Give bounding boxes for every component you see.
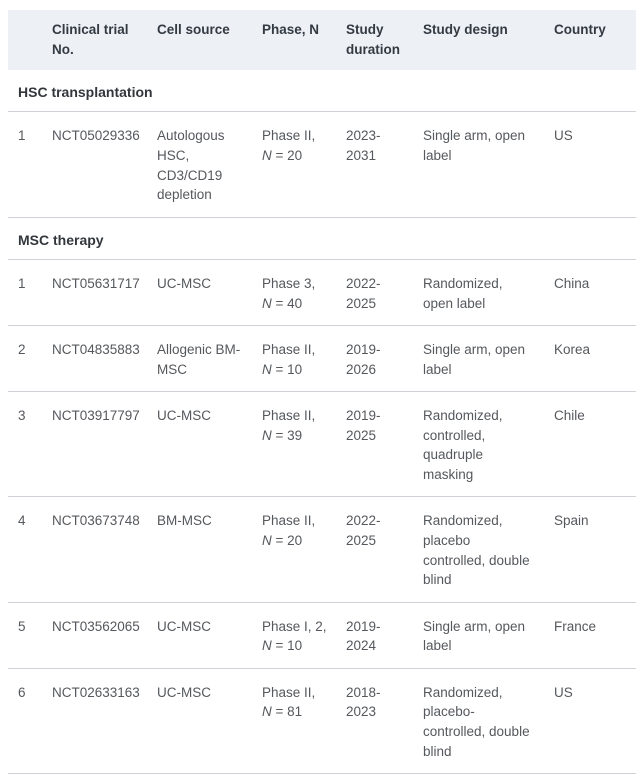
- row-number: 1: [8, 259, 52, 325]
- table-row: [8, 497, 636, 602]
- phase-n-cell: [262, 497, 346, 602]
- country-cell: US: [554, 668, 636, 773]
- header-study-design: Study design: [423, 10, 554, 70]
- design-cell: Single arm, open label: [423, 326, 554, 392]
- row-number: 6: [8, 668, 52, 773]
- header-row: [8, 10, 636, 70]
- design-cell: Single arm, open label: [423, 602, 554, 668]
- country-cell: France: [554, 602, 636, 668]
- trial-number-cell: NCT03673748: [52, 497, 157, 602]
- n-text: N = 10: [262, 638, 303, 654]
- table-row: [8, 392, 636, 497]
- header-clinical-trial-no: Clinical trial No.: [52, 10, 157, 70]
- design-cell: Single arm, open label: [423, 112, 554, 217]
- design-cell: Randomized, controlled, quadruple masking: [423, 392, 554, 497]
- phase-text: Phase I, 2,: [262, 618, 327, 634]
- section-header-hsc: [8, 70, 636, 112]
- row-number: 4: [8, 497, 52, 602]
- n-text: N = 40: [262, 295, 303, 311]
- design-cell: Randomized, placebo controlled, double blind: [423, 497, 554, 602]
- country-cell: Spain: [554, 497, 636, 602]
- table-header: [8, 10, 636, 70]
- cell-source-cell: UC-MSC: [157, 668, 262, 773]
- trial-number-cell: NCT05631717: [52, 259, 157, 325]
- n-text: N = 20: [262, 533, 303, 549]
- trial-number-cell: NCT03917797: [52, 392, 157, 497]
- header-study-duration: Study duration: [346, 10, 423, 70]
- phase-text: Phase II,: [262, 408, 316, 424]
- phase-text: Phase 3,: [262, 275, 316, 291]
- table-row: [8, 112, 636, 217]
- header-cell-source: Cell source: [157, 10, 262, 70]
- row-number: 1: [8, 112, 52, 217]
- duration-cell: 2022-2025: [346, 497, 423, 602]
- country-cell: Korea: [554, 326, 636, 392]
- duration-cell: 2019-2024: [346, 602, 423, 668]
- section-title: MSC therapy: [8, 217, 636, 259]
- duration-cell: 2022-2025: [346, 259, 423, 325]
- duration-cell: 2019-2025: [346, 392, 423, 497]
- phase-text: Phase II,: [262, 128, 316, 144]
- country-cell: Chile: [554, 392, 636, 497]
- phase-n-cell: [262, 259, 346, 325]
- trial-number-cell: NCT05029336: [52, 112, 157, 217]
- phase-text: Phase II,: [262, 513, 316, 529]
- cell-source-cell: UC-MSC: [157, 392, 262, 497]
- table-row: [8, 602, 636, 668]
- phase-n-cell: [262, 326, 346, 392]
- design-cell: Randomized, open label: [423, 259, 554, 325]
- design-cell: Randomized, placebo-controlled, double blind: [423, 668, 554, 773]
- row-number: 5: [8, 602, 52, 668]
- phase-n-cell: [262, 112, 346, 217]
- duration-cell: 2023-2031: [346, 112, 423, 217]
- country-cell: US: [554, 112, 636, 217]
- trial-number-cell: NCT04835883: [52, 326, 157, 392]
- header-row-number: [8, 10, 52, 70]
- n-text: N = 81: [262, 704, 303, 720]
- duration-cell: 2019-2026: [346, 326, 423, 392]
- section-title: HSC transplantation: [8, 70, 636, 112]
- cell-source-cell: UC-MSC: [157, 259, 262, 325]
- clinical-trials-table: [8, 10, 636, 774]
- n-text: N = 20: [262, 147, 303, 163]
- n-text: N = 39: [262, 427, 303, 443]
- phase-text: Phase II,: [262, 684, 316, 700]
- header-country: Country: [554, 10, 636, 70]
- table-row: [8, 668, 636, 773]
- trial-number-cell: NCT03562065: [52, 602, 157, 668]
- country-cell: China: [554, 259, 636, 325]
- trial-number-cell: NCT02633163: [52, 668, 157, 773]
- cell-source-cell: UC-MSC: [157, 602, 262, 668]
- section-header-msc: [8, 217, 636, 259]
- phase-text: Phase II,: [262, 342, 316, 358]
- phase-n-cell: [262, 668, 346, 773]
- duration-cell: 2018-2023: [346, 668, 423, 773]
- cell-source-cell: Autologous HSC, CD3/CD19 depletion: [157, 112, 262, 217]
- row-number: 3: [8, 392, 52, 497]
- cell-source-cell: Allogenic BM-MSC: [157, 326, 262, 392]
- header-phase-n: Phase, N: [262, 10, 346, 70]
- phase-n-cell: [262, 392, 346, 497]
- table-row: [8, 259, 636, 325]
- row-number: 2: [8, 326, 52, 392]
- cell-source-cell: BM-MSC: [157, 497, 262, 602]
- table-row: [8, 326, 636, 392]
- n-text: N = 10: [262, 361, 303, 377]
- phase-n-cell: [262, 602, 346, 668]
